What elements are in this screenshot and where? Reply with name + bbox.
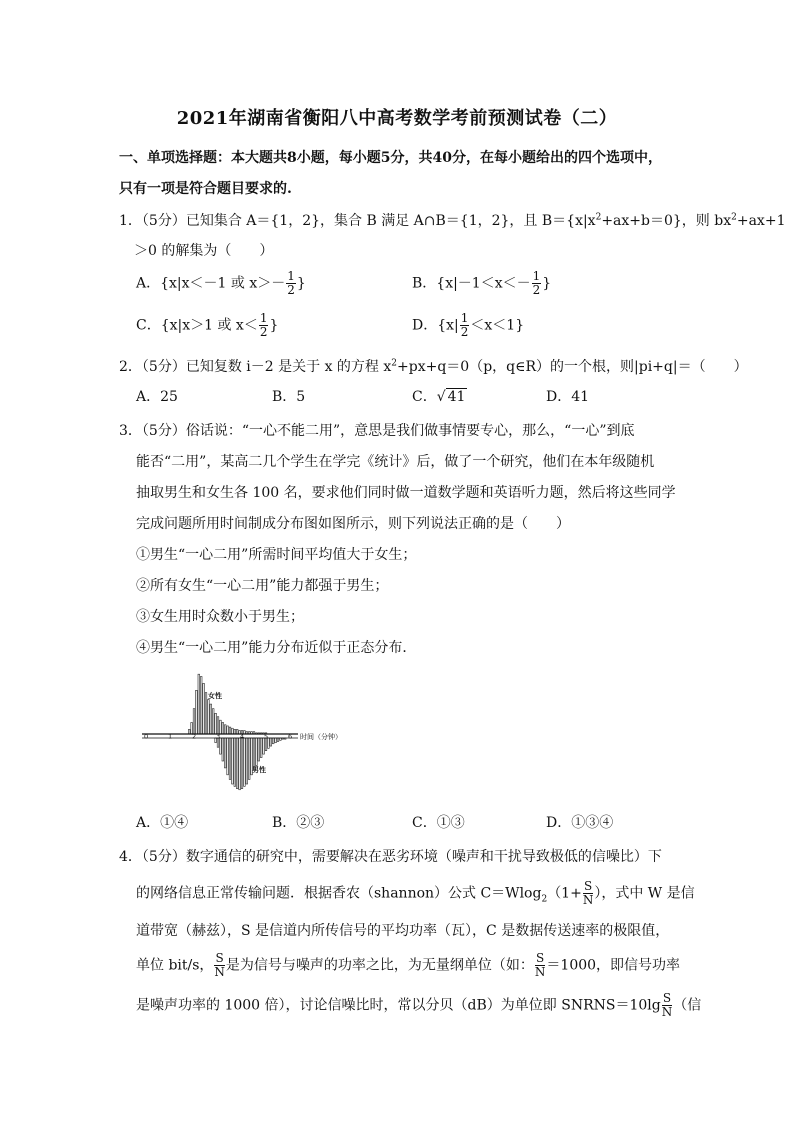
q1-text-c: +ax+1	[736, 213, 786, 229]
q1-score: （5分）	[141, 213, 186, 229]
q2-option-b[interactable]: B．5	[272, 389, 306, 405]
male-bar	[241, 738, 243, 789]
male-bar	[256, 738, 258, 766]
x-tick-label: 1	[168, 732, 173, 741]
fraction: $\frac{1}{2}$	[259, 311, 268, 339]
male-bar	[239, 738, 241, 790]
female-bar	[227, 726, 229, 734]
female-bar	[222, 723, 224, 735]
male-bar	[277, 738, 279, 741]
male-bar	[224, 738, 226, 768]
male-bar	[248, 738, 250, 779]
female-bar	[196, 690, 198, 734]
q3-statement-1: ①男生“一心二用”所需时间平均值大于女生；	[136, 547, 417, 563]
x-tick-label: 2	[192, 732, 197, 741]
q1-option-a[interactable]: A．{x|x＜－1 或 x＞－ $\frac{1}{2}$ }	[136, 269, 306, 297]
male-bar	[275, 738, 277, 743]
q3-option-b[interactable]: B．②③	[272, 815, 325, 831]
question-3-line3: 抽取男生和女生各 100 名，要求他们同时做一道数学题和英语听力题，然后将这些同学	[136, 485, 676, 501]
male-bar	[222, 738, 224, 761]
female-bar	[200, 677, 202, 735]
q3-statement-4: ④男生“一心二用”能力分布近似于正态分布．	[136, 640, 417, 656]
question-4-line1: 4．（5分）数字通信的研究中，需要解决在恶劣环境（噪声和干扰导致极低的信噪比）下	[119, 849, 662, 865]
female-bar	[193, 709, 195, 734]
section-header-line1: 一、单项选择题：本大题共8小题，每小题5分，共40分，在每小题给出的四个选项中，	[119, 150, 662, 166]
q2-option-c[interactable]: C．√ 41	[412, 389, 466, 405]
x-axis-label: 时间（分钟）	[300, 733, 342, 741]
fraction-s-over-n: $\frac{S}{N}$	[661, 991, 673, 1019]
x-tick-label: 3	[216, 732, 221, 741]
page-title: 2021年湖南省衡阳八中高考数学考前预测试卷（二）	[176, 108, 618, 129]
fraction: $\frac{1}{2}$	[532, 269, 541, 297]
question-2-line1: 2．（5分）已知复数 i－2 是关于 x 的方程 $x^2+px+q=0(p$，q∈R）的一个根，则|pi+q|＝（ ）	[119, 358, 748, 375]
male-bar	[260, 738, 262, 758]
x-tick-label: 0	[144, 732, 149, 741]
x-tick-label: 5	[264, 732, 269, 741]
female-bar	[203, 683, 205, 734]
female-bar	[234, 729, 236, 734]
fraction: $\frac{1}{2}$	[287, 269, 295, 297]
female-bar	[217, 717, 219, 734]
male-bar	[244, 738, 246, 786]
time-distribution-chart	[140, 664, 360, 810]
question-4-line3: 道带宽（赫兹），S 是信道内所传信号的平均功率（瓦），C 是数据传送速率的极限值，	[136, 923, 670, 939]
q1-number: 1．	[119, 213, 142, 229]
question-3-line4: 完成问题所用时间制成分布图如图所示，则下列说法正确的是（ ）	[136, 516, 570, 532]
q1-option-c[interactable]: C．{x|x＞1 或 x＜ $\frac{1}{2}$ }	[136, 311, 279, 339]
q1-text-b: +ax+b＝0}，则 bx	[601, 213, 732, 229]
female-bar	[229, 727, 231, 734]
q3-option-d[interactable]: D．①③④	[546, 815, 614, 831]
female-series	[188, 674, 266, 734]
q3-statement-3: ③女生用时众数小于男生；	[136, 609, 304, 625]
male-bar	[272, 738, 274, 744]
female-bar	[232, 728, 234, 734]
question-1-line1: 1．（5分）已知集合 A＝{1，2}，集合 B 满足 A∩B＝{1，2}，且 $B=\{x|x^2+ax+b=0\}$，则 $bx^2+ax+1$	[119, 212, 786, 229]
legend-male: 男性	[252, 766, 266, 774]
male-bar	[270, 738, 272, 746]
q3-option-c[interactable]: C．①③	[412, 815, 465, 831]
q1-text-a: 已知集合 A＝{1，2}，集合 B 满足 A∩B＝{1，2}，且 B＝{x|x	[185, 213, 596, 229]
x-tick-label: 4	[240, 732, 245, 741]
female-bar	[215, 713, 217, 734]
q1-option-b[interactable]: B．{x|－1＜x＜－ $\frac{1}{2}$ }	[412, 269, 552, 297]
male-bar	[227, 738, 229, 775]
male-series	[215, 738, 286, 790]
male-bar	[258, 738, 260, 761]
fraction-s-over-n: $\frac{S}{N}$	[534, 951, 546, 979]
male-bar	[234, 738, 236, 786]
female-bar	[210, 704, 212, 734]
male-bar	[232, 738, 234, 784]
female-bar	[188, 729, 190, 734]
question-1-line2: ＞0 的解集为（ ）	[134, 243, 274, 259]
legend-female: 女性	[208, 692, 222, 700]
female-bar	[212, 709, 214, 734]
female-bar	[224, 725, 226, 734]
male-bar	[246, 738, 248, 784]
fraction: $\frac{1}{2}$	[460, 311, 469, 339]
question-3-line2: 能否“二用”，某高二几个学生在学完《统计》后，做了一个研究，他们在本年级随机	[136, 454, 655, 470]
section-header-line2: 只有一项是符合题目要求的.	[119, 181, 292, 197]
female-bar	[208, 700, 210, 735]
q2-option-a[interactable]: A．25	[136, 389, 178, 405]
x-tick-label: 6	[288, 732, 293, 741]
q3-option-a[interactable]: A．①④	[136, 815, 189, 831]
question-4-line5: 是噪声功率的 1000 倍），讨论信噪比时，常以分贝（dB）为单位即 SNRNS＝10lg $\frac{S}{N}$ （信	[136, 991, 702, 1019]
female-bar	[205, 693, 207, 734]
female-bar	[236, 729, 238, 734]
female-bar	[198, 674, 200, 734]
q3-statement-2: ②所有女生“一心二用”能力都强于男生；	[136, 578, 389, 594]
question-4-line4: 单位 bit/s， $\frac{S}{N}$ 是为信号与噪声的功率之比，为无量纲单位（如： $\frac{S}{N}$ ＝1000，即信号功率	[136, 951, 681, 979]
sqrt-symbol: √ 41	[436, 389, 466, 405]
q1-option-d[interactable]: D．{x| $\frac{1}{2}$ ＜x＜1}	[412, 311, 525, 339]
question-4-line2: 的网络信息正常传输问题．根据香农（shannon）公式 C＝Wlog$_2$（1+ $\frac{S}{N}$ ），式中 W 是信	[136, 879, 695, 907]
fraction-s-over-n: $\frac{S}{N}$	[214, 951, 225, 979]
question-3-line1: 3．（5分）俗话说：“一心不能二用”，意思是我们做事情要专心，那么，“一心”到底	[119, 423, 635, 439]
fraction-s-over-n: $\frac{S}{N}$	[582, 879, 594, 907]
male-bar	[236, 738, 238, 789]
q2-option-d[interactable]: D．41	[546, 389, 590, 405]
male-bar	[229, 738, 231, 779]
